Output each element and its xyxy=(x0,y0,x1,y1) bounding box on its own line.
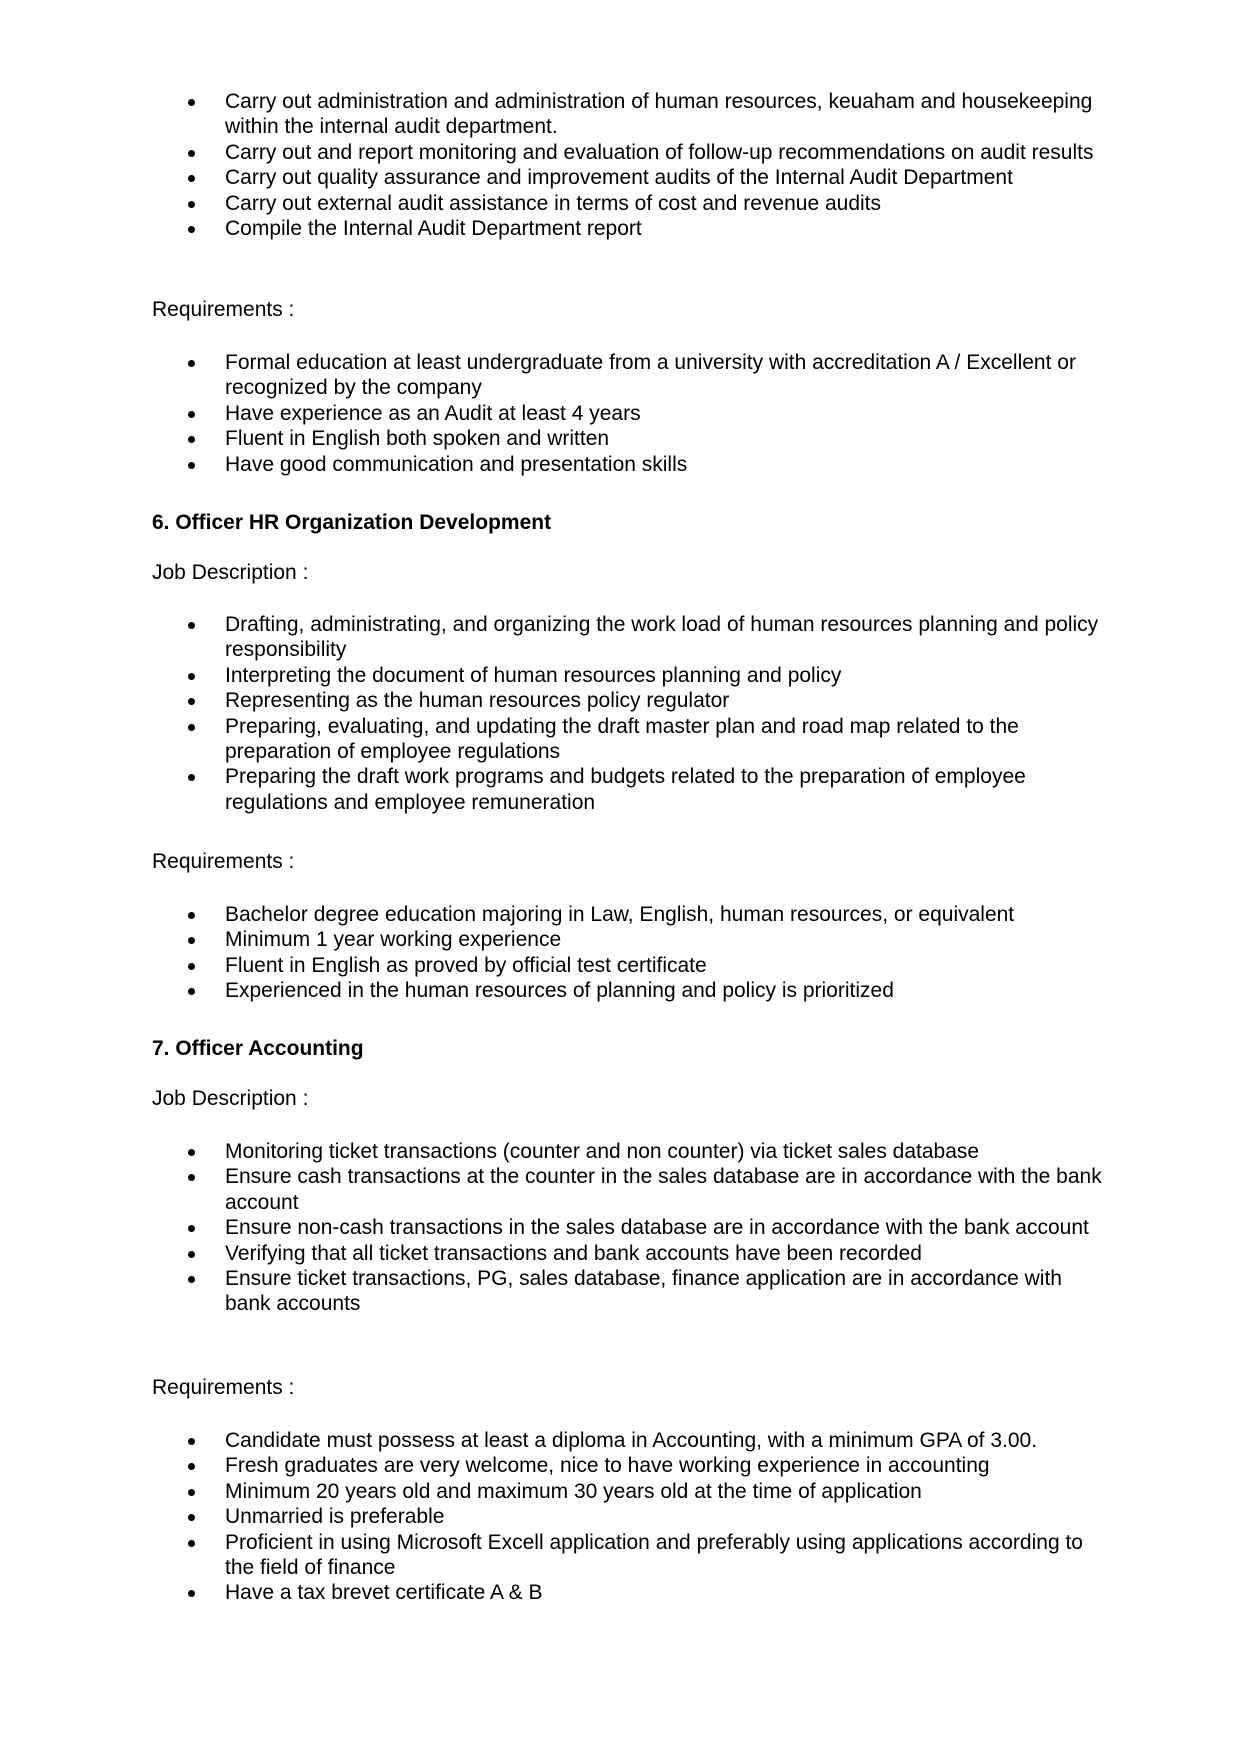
bullet-icon xyxy=(188,1590,195,1597)
list-item: Candidate must possess at least a diploma in Accounting, with a minimum GPA of 3.00. xyxy=(152,1428,1112,1453)
section-title: 6. Officer HR Organization Development xyxy=(152,511,552,534)
bullet-icon xyxy=(188,673,195,680)
list-item: Have good communication and presentation skills xyxy=(152,452,1112,477)
list-item: Monitoring ticket transactions (counter and non counter) via ticket sales database xyxy=(152,1139,1112,1164)
bullet-icon xyxy=(188,1540,195,1547)
job-description-label: Job Description : xyxy=(152,1087,309,1110)
list-item: Minimum 1 year working experience xyxy=(152,927,1112,952)
list-item: Formal education at least undergraduate from a university with accreditation A / Excellent or recognized by the company xyxy=(152,350,1112,401)
list-item: Unmarried is preferable xyxy=(152,1504,1112,1529)
section5-job-description xyxy=(152,89,1112,241)
list-item: Interpreting the document of human resources planning and policy xyxy=(152,663,1112,688)
bullet-icon xyxy=(188,1514,195,1521)
list-item: Compile the Internal Audit Department report xyxy=(152,216,1112,241)
bullet-icon xyxy=(188,1149,195,1156)
list-item: Carry out administration and administration of human resources, keuaham and housekeeping within the internal audit department. xyxy=(152,89,1112,140)
list-item: Ensure cash transactions at the counter in the sales database are in accordance with the bank account xyxy=(152,1164,1112,1215)
list-item: Carry out and report monitoring and evaluation of follow-up recommendations on audit results xyxy=(152,140,1112,165)
list-item: Bachelor degree education majoring in Law, English, human resources, or equivalent xyxy=(152,902,1112,927)
bullet-icon xyxy=(188,462,195,469)
bullet-icon xyxy=(188,1174,195,1181)
bullet-icon xyxy=(188,411,195,418)
list-item: Have a tax brevet certificate A & B xyxy=(152,1580,1112,1605)
bullet-list xyxy=(152,1139,1112,1317)
bullet-icon xyxy=(188,99,195,106)
bullet-icon xyxy=(188,963,195,970)
list-item: Fresh graduates are very welcome, nice to have working experience in accounting xyxy=(152,1453,1112,1478)
bullet-icon xyxy=(188,622,195,629)
list-item: Representing as the human resources policy regulator xyxy=(152,688,1112,713)
bullet-icon xyxy=(188,226,195,233)
list-item: Proficient in using Microsoft Excell application and preferably using applications according to the field of finance xyxy=(152,1530,1112,1581)
bullet-icon xyxy=(188,1489,195,1496)
list-item: Carry out quality assurance and improvement audits of the Internal Audit Department xyxy=(152,165,1112,190)
section6-requirements xyxy=(152,902,1112,1004)
list-item: Experienced in the human resources of planning and policy is prioritized xyxy=(152,978,1112,1003)
section5-requirements xyxy=(152,297,1112,322)
bullet-icon xyxy=(188,988,195,995)
bullet-icon xyxy=(188,360,195,367)
list-item: Have experience as an Audit at least 4 years xyxy=(152,401,1112,426)
list-item: Minimum 20 years old and maximum 30 years old at the time of application xyxy=(152,1479,1112,1504)
list-item: Ensure ticket transactions, PG, sales database, finance application are in accordance with bank accounts xyxy=(152,1266,1112,1317)
job-description-label: Job Description : xyxy=(152,561,309,584)
section-title: 7. Officer Accounting xyxy=(152,1037,364,1060)
bullet-list xyxy=(152,89,1112,241)
bullet-icon xyxy=(188,1438,195,1445)
bullet-icon xyxy=(188,1225,195,1232)
bullet-icon xyxy=(188,150,195,157)
list-item: Fluent in English as proved by official test certificate xyxy=(152,953,1112,978)
section6-requirements-label-block xyxy=(152,849,1112,874)
section6-job-description-label-block xyxy=(152,560,1112,585)
bullet-list xyxy=(152,902,1112,1004)
bullet-icon xyxy=(188,774,195,781)
bullet-icon xyxy=(188,1463,195,1470)
requirements-label: Requirements : xyxy=(152,850,295,873)
section7-requirements-label-block xyxy=(152,1375,1112,1400)
bullet-icon xyxy=(188,436,195,443)
bullet-icon xyxy=(188,201,195,208)
bullet-icon xyxy=(188,1276,195,1283)
list-item: Preparing, evaluating, and updating the draft master plan and road map related to the preparation of employee regulations xyxy=(152,714,1112,765)
list-item: Fluent in English both spoken and written xyxy=(152,426,1112,451)
bullet-list xyxy=(152,1428,1112,1606)
section6-title-block xyxy=(152,510,1112,535)
bullet-icon xyxy=(188,937,195,944)
bullet-icon xyxy=(188,724,195,731)
requirements-label: Requirements : xyxy=(152,298,295,321)
bullet-icon xyxy=(188,1251,195,1258)
bullet-icon xyxy=(188,175,195,182)
section6-job-description xyxy=(152,612,1112,815)
section7-job-description xyxy=(152,1139,1112,1317)
list-item: Verifying that all ticket transactions and bank accounts have been recorded xyxy=(152,1241,1112,1266)
bullet-list xyxy=(152,350,1112,477)
requirements-label: Requirements : xyxy=(152,1376,295,1399)
section7-title-block xyxy=(152,1036,1112,1061)
list-item: Preparing the draft work programs and budgets related to the preparation of employee regulations and employee remuneration xyxy=(152,764,1112,815)
list-item: Carry out external audit assistance in terms of cost and revenue audits xyxy=(152,191,1112,216)
section7-job-description-label-block xyxy=(152,1086,1112,1111)
list-item: Drafting, administrating, and organizing the work load of human resources planning and policy responsibility xyxy=(152,612,1112,663)
bullet-list xyxy=(152,612,1112,815)
bullet-icon xyxy=(188,698,195,705)
section7-requirements xyxy=(152,1428,1112,1606)
section5-requirements-list xyxy=(152,350,1112,477)
list-item: Ensure non-cash transactions in the sales database are in accordance with the bank account xyxy=(152,1215,1112,1240)
bullet-icon xyxy=(188,912,195,919)
